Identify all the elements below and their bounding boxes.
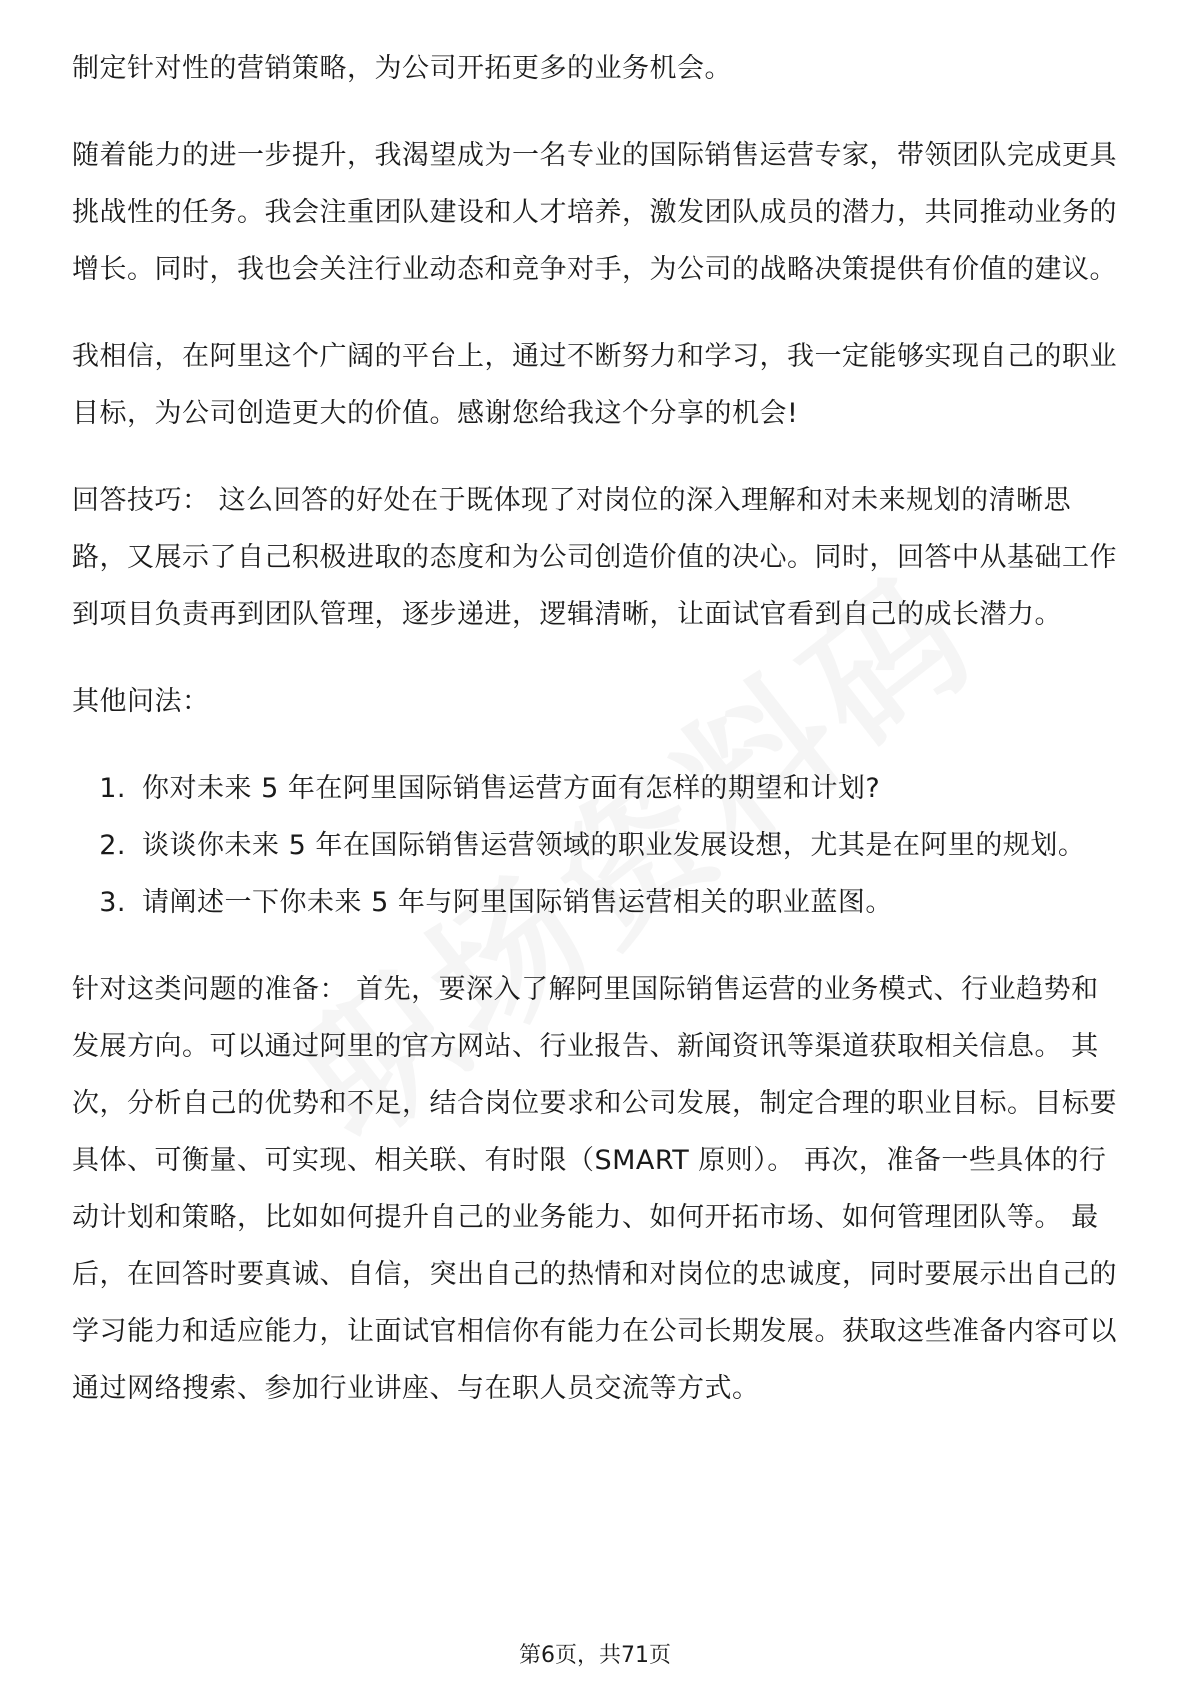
list-item: [72, 817, 1122, 874]
list-item-number: 3.: [99, 887, 126, 918]
paragraph-ambition: 随着能力的进一步提升，我渴望成为一名专业的国际销售运营专家，带领团队完成更具挑战性的任务。我会注重团队建设和人才培养，激发团队成员的潜力，共同推动业务的增长。同时，我也会关注行业动态和竞争对手，为公司的战略决策提供有价值的建议。: [72, 140, 1117, 285]
paragraph-answer-tips: 回答技巧： 这么回答的好处在于既体现了对岗位的深入理解和对未来规划的清晰思路，又展示了自己积极进取的态度和为公司创造价值的决心。同时，回答中从基础工作到项目负责再到团队管理，逐步递进，逻辑清晰，让面试官看到自己的成长潜力。: [72, 485, 1117, 630]
list-item-text: 请阐述一下你未来 5 年与阿里国际销售运营相关的职业蓝图。: [142, 887, 893, 918]
page-number: 第6页，共71页: [519, 1643, 671, 1668]
other-questions-list: [72, 760, 1122, 931]
paragraph-belief: 我相信，在阿里这个广阔的平台上，通过不断努力和学习，我一定能够实现自己的职业目标，为公司创造更大的价值。感谢您给我这个分享的机会!: [72, 341, 1117, 429]
list-item: [72, 760, 1122, 817]
document-page: [72, 40, 1122, 1447]
list-item: [72, 874, 1122, 931]
list-item-number: 1.: [99, 773, 126, 804]
paragraph-preparation: 针对这类问题的准备： 首先，要深入了解阿里国际销售运营的业务模式、行业趋势和发展方向。可以通过阿里的官方网站、行业报告、新闻资讯等渠道获取相关信息。 其次，分析自己的优势和不足，结合岗位要求和公司发展，制定合理的职业目标。目标要具体、可衡量、可实现、相关联、有时限（SMART 原则）。 再次，准备一些具体的行动计划和策略，比如如何提升自己的业务能力、如何开拓市场、如何管理团队等。 最后，在回答时要真诚、自信，突出自己的热情和对岗位的忠诚度，同时要展示出自己的学习能力和适应能力，让面试官相信你有能力在公司长期发展。获取这些准备内容可以通过网络搜索、参加行业讲座、与在职人员交流等方式。: [72, 974, 1117, 1404]
list-item-text: 谈谈你未来 5 年在国际销售运营领域的职业发展设想，尤其是在阿里的规划。: [142, 830, 1086, 861]
paragraph-other-questions-heading: 其他问法：: [72, 686, 210, 717]
paragraph-intro: 制定针对性的营销策略，为公司开拓更多的业务机会。: [72, 53, 732, 84]
list-item-text: 你对未来 5 年在阿里国际销售运营方面有怎样的期望和计划?: [142, 773, 881, 804]
list-item-number: 2.: [99, 830, 126, 861]
